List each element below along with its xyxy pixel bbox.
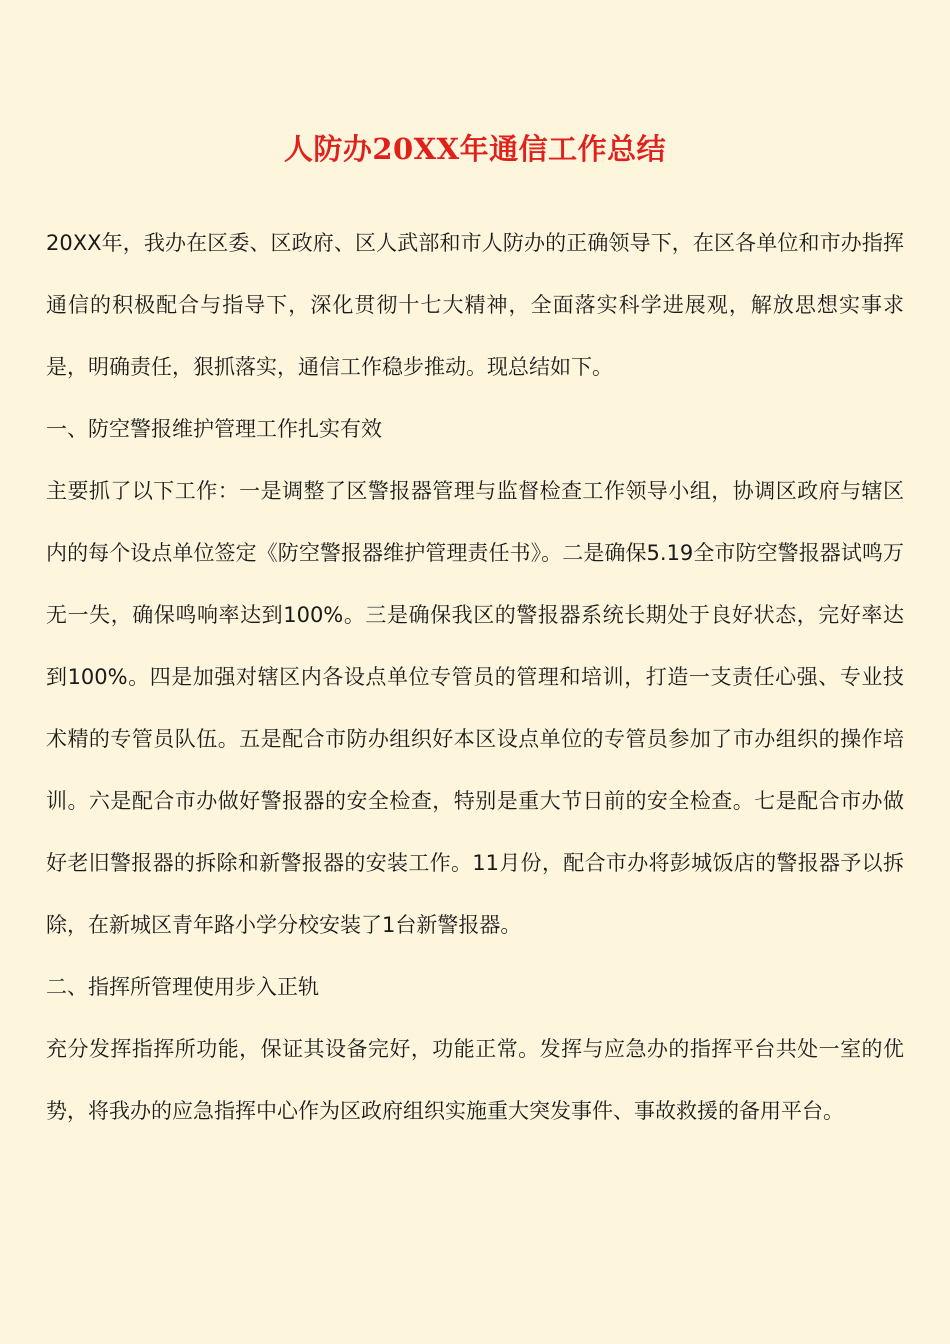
paragraph-section-2: 充分发挥指挥所功能，保证其设备完好，功能正常。发挥与应急办的指挥平台共处一室的优势，将我办的应急指挥中心作为区政府组织实施重大突发事件、事故救援的备用平台。 (46, 1037, 904, 1123)
document-title: 人防办20XX年通信工作总结 (283, 132, 667, 166)
paragraph-intro: 20XX年，我办在区委、区政府、区人武部和市人防办的正确领导下，在区各单位和市办指挥通信的积极配合与指导下，深化贯彻十七大精神，全面落实科学进展观，解放思想实事求是，明确责任，狠抓落实，通信工作稳步推动。现总结如下。 (46, 231, 904, 379)
section-heading-1: 一、防空警报维护管理工作扎实有效 (46, 417, 382, 441)
document-body (46, 212, 904, 1142)
section-heading-2: 二、指挥所管理使用步入正轨 (46, 975, 319, 999)
paragraph-section-1: 主要抓了以下工作：一是调整了区警报器管理与监督检查工作领导小组，协调区政府与辖区内的每个设点单位签定《防空警报器维护管理责任书》。二是确保5.19全市防空警报器试鸣万无一失，确保鸣响率达到100%。三是确保我区的警报器系统长期处于良好状态，完好率达到100%。四是加强对辖区内各设点单位专管员的管理和培训，打造一支责任心强、专业技术精的专管员队伍。五是配合市防办组织好本区设点单位的专管员参加了市办组织的操作培训。六是配合市办做好警报器的安全检查，特别是重大节日前的安全检查。七是配合市办做好老旧警报器的拆除和新警报器的安装工作。11月份，配合市办将彭城饭店的警报器予以拆除，在新城区青年路小学分校安装了1台新警报器。 (46, 479, 904, 937)
